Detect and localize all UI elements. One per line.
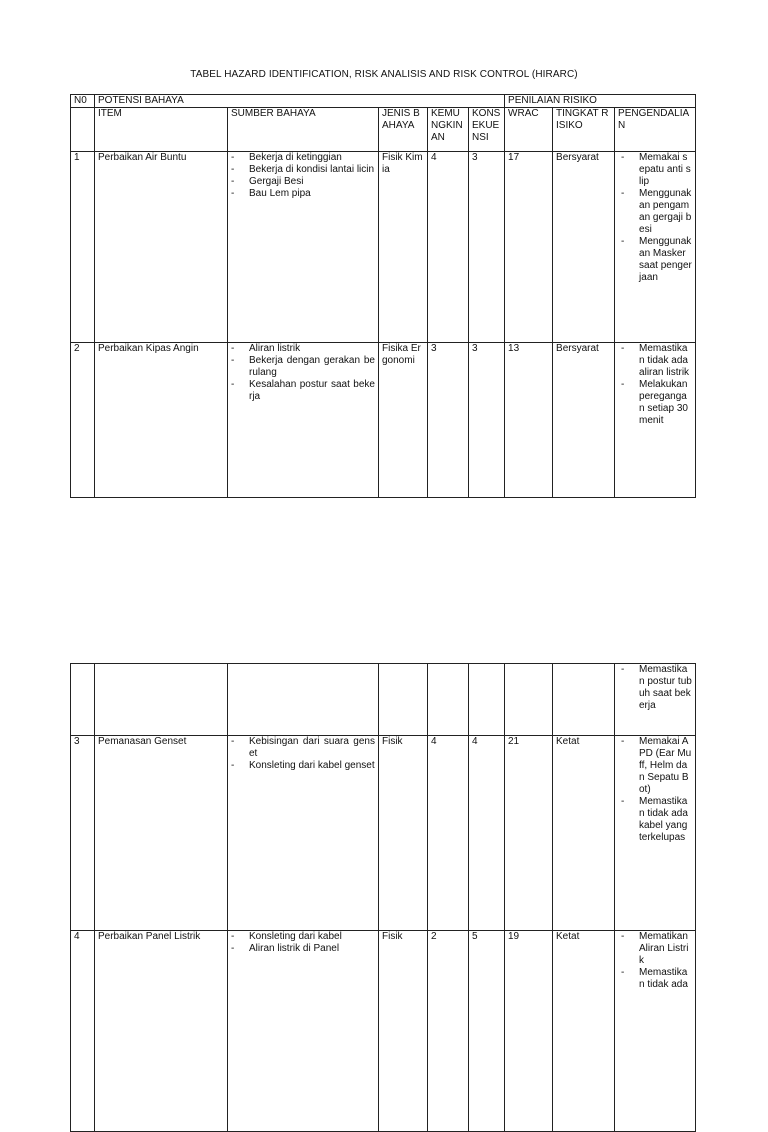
table-row [71,343,696,498]
cell-item: Perbaikan Kipas Angin [95,343,228,498]
sumber-item: - Kesalahan postur saat bekerja [231,379,375,403]
pengendalian-item: - Memakai APD (Ear Muff, Helm dan Sepatu Bot) [618,736,692,796]
cell-no [71,664,95,736]
header-konsekuensi: KONSEKUENSI [469,108,505,152]
cell-wrac [505,664,553,736]
pengendalian-item: - Menggunakan pengaman gergaji besi [618,188,692,236]
pengendalian-item: - Memastikan tidak ada kabel yang terkelupas [618,796,692,844]
cell-pengendalian [615,931,696,1132]
cell-wrac: 13 [505,343,553,498]
header-wrac: WRAC [505,108,553,152]
cell-pengendalian [615,664,696,736]
table-header-row [71,95,696,108]
table-row [71,152,696,343]
cell-pengendalian [615,343,696,498]
cell-kemungkinan: 3 [428,343,469,498]
page-title: TABEL HAZARD IDENTIFICATION, RISK ANALISIS AND RISK CONTROL (HIRARC) [190,69,578,80]
header-item: ITEM [95,108,228,152]
cell-jenis-bahaya: Fisik [379,736,428,931]
cell-tingkat-risiko: Ketat [553,736,615,931]
cell-no: 2 [71,343,95,498]
cell-sumber-bahaya [228,152,379,343]
cell-jenis-bahaya: Fisik [379,931,428,1132]
pengendalian-item: - Memastikan tidak ada [618,967,692,991]
pengendalian-item: - Memastikan postur tubuh saat bekerja [618,664,692,712]
sumber-item: - Aliran listrik [231,343,375,355]
header-potensi-bahaya: POTENSI BAHAYA [95,95,505,108]
table-row [71,736,696,931]
cell-sumber-bahaya [228,664,379,736]
cell-sumber-bahaya [228,931,379,1132]
cell-item: Pemanasan Genset [95,736,228,931]
cell-no: 3 [71,736,95,931]
sumber-item: - Gergaji Besi [231,176,375,188]
cell-kemungkinan: 2 [428,931,469,1132]
pengendalian-item: - Mematikan Aliran Listrik [618,931,692,967]
header-tingkat-risiko: TINGKAT RISIKO [553,108,615,152]
sumber-item: - Konsleting dari kabel [231,931,375,943]
cell-konsekuensi: 4 [469,736,505,931]
table-row-continuation [71,664,696,736]
hirarc-table-page-1 [70,94,696,498]
cell-jenis-bahaya: Fisika Ergonomi [379,343,428,498]
pengendalian-item: - Memastikan tidak ada aliran listrik [618,343,692,379]
cell-wrac: 17 [505,152,553,343]
header-sumber-bahaya: SUMBER BAHAYA [228,108,379,152]
sumber-item: - Kebisingan dari suara genset [231,736,375,760]
cell-tingkat-risiko: Bersyarat [553,343,615,498]
cell-wrac: 19 [505,931,553,1132]
cell-item: Perbaikan Panel Listrik [95,931,228,1132]
header-jenis-bahaya: JENIS BAHAYA [379,108,428,152]
pengendalian-item: - Memakai sepatu anti slip [618,152,692,188]
cell-tingkat-risiko: Bersyarat [553,152,615,343]
header-kemungkinan: KEMUNGKINAN [428,108,469,152]
cell-kemungkinan [428,664,469,736]
cell-konsekuensi: 5 [469,931,505,1132]
sumber-item: - Konsleting dari kabel genset [231,760,375,772]
cell-konsekuensi: 3 [469,343,505,498]
cell-jenis-bahaya: Fisik Kimia [379,152,428,343]
cell-konsekuensi: 3 [469,152,505,343]
cell-konsekuensi [469,664,505,736]
cell-wrac: 21 [505,736,553,931]
cell-no: 1 [71,152,95,343]
sumber-item: - Bekerja dengan gerakan berulang [231,355,375,379]
sumber-item: - Bau Lem pipa [231,188,375,200]
pengendalian-item: - Melakukan peregangan setiap 30 menit [618,379,692,427]
cell-no: 4 [71,931,95,1132]
table-subheader-row [71,108,696,152]
cell-sumber-bahaya [228,343,379,498]
cell-kemungkinan: 4 [428,736,469,931]
header-pengendalian: PENGENDALIAN [615,108,696,152]
cell-sumber-bahaya [228,736,379,931]
cell-tingkat-risiko [553,664,615,736]
cell-pengendalian [615,152,696,343]
cell-kemungkinan: 4 [428,152,469,343]
sumber-item: - Aliran listrik di Panel [231,943,375,955]
header-no: N0 [71,95,95,108]
cell-jenis-bahaya [379,664,428,736]
cell-tingkat-risiko: Ketat [553,931,615,1132]
sumber-item: - Bekerja di ketinggian [231,152,375,164]
header-no-spacer [71,108,95,152]
cell-item: Perbaikan Air Buntu [95,152,228,343]
hirarc-table-page-2 [70,663,696,1132]
cell-item [95,664,228,736]
table-row [71,931,696,1132]
cell-pengendalian [615,736,696,931]
header-penilaian-risiko: PENILAIAN RISIKO [505,95,696,108]
sumber-item: - Bekerja di kondisi lantai licin [231,164,375,176]
pengendalian-item: - Menggunakan Masker saat pengerjaan [618,236,692,284]
